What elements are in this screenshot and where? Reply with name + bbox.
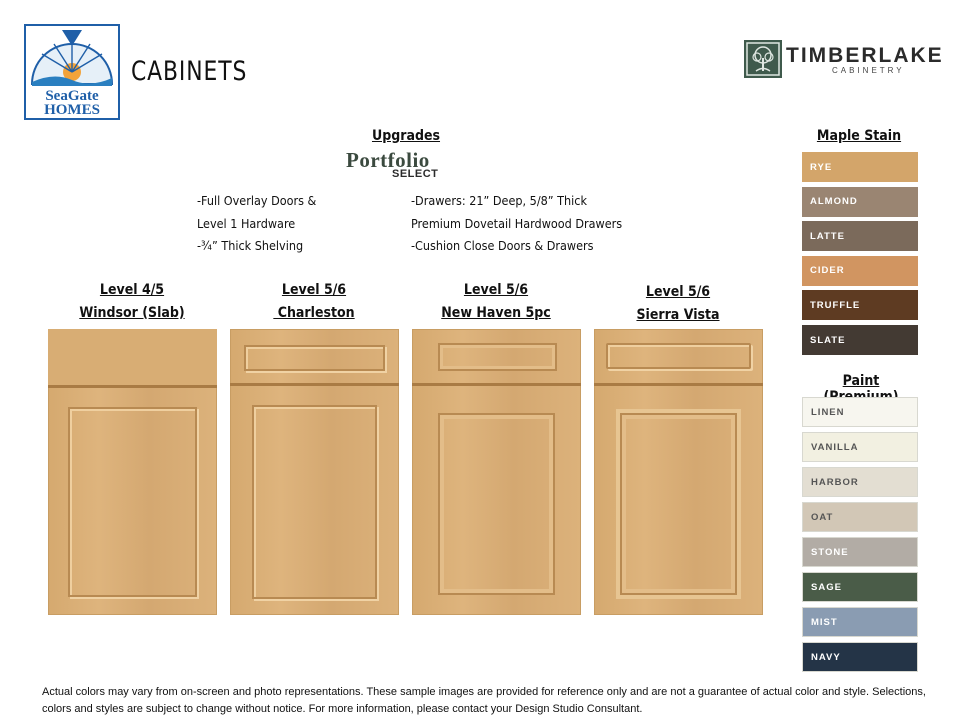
features-left [197,190,316,258]
door-label-new-haven [426,279,566,325]
swatch-label: ALMOND [810,196,858,208]
door-label-windsor [62,279,202,325]
door-panel [68,407,197,597]
maple-stain-heading: Maple Stain [816,128,902,144]
door-level: Level 4/5 [99,282,165,298]
logo-text-line2: HOMES [44,102,100,118]
swatch-label: LINEN [811,406,845,418]
door-label-charleston [244,279,384,325]
swatch-label: LATTE [810,230,845,242]
portfolio-logo-name: Portfolio [346,148,430,172]
swatch-label: OAT [811,511,834,523]
door-panel [620,413,737,595]
door-image-new-haven [412,329,581,615]
door-label-sierra-vista [608,281,748,327]
stain-swatch-slate [802,325,918,355]
page-title: CABINETS [131,56,248,87]
door-image-charleston [230,329,399,615]
swatch-label: TRUFFLE [810,299,861,311]
disclaimer-text: Actual colors may vary from on-screen and photo representations. These sample images are provided for reference only and are not a guarantee of actual color and style. Selections, colors and styles are subject to change without notice. For more information, please contact your Design Studio Consultant. [42,686,926,715]
partner-logo-subtitle: CABINETRY [832,66,905,75]
door-name: New Haven 5pc [441,305,551,321]
paint-swatch-vanilla [802,432,918,462]
seagate-homes-logo [24,24,120,120]
swatch-label: CIDER [810,265,845,277]
drawer-panel [438,343,557,371]
feature-item: -Full Overlay Doors & [197,193,317,208]
door-panel [438,413,555,595]
portfolio-logo-sub: SELECT [392,168,439,180]
feature-item: Premium Dovetail Hardwood Drawers [411,215,623,231]
paint-swatch-oat [802,502,918,532]
drawer-front [48,329,217,388]
door-level: Level 5/6 [463,282,529,298]
paint-swatch-sage [802,572,918,602]
drawer-panel [244,345,385,371]
feature-item: -¾” Thick Shelving [197,238,304,253]
stain-swatch-rye [802,152,918,182]
door-image-sierra-vista [594,329,763,615]
stain-swatch-cider [802,256,918,286]
swatch-label: STONE [811,546,849,558]
swatch-label: SAGE [811,581,842,593]
logo-text-line1: SeaGate [45,88,99,104]
swatch-label: HARBOR [811,476,859,488]
door-name: Windsor (Slab) [79,305,185,321]
door-name: Charleston [273,305,355,321]
feature-item: Level 1 Hardware [197,215,296,231]
stain-swatch-latte [802,221,918,251]
swatch-label: MIST [811,616,838,628]
upgrades-heading: Upgrades [371,128,441,144]
feature-item: -Cushion Close Doors & Drawers [411,238,594,253]
door-image-windsor [48,329,217,615]
paint-heading: Paint [842,373,880,389]
tree-icon [744,40,782,78]
swatch-label: VANILLA [811,441,859,453]
stain-swatch-truffle [802,290,918,320]
door-name: Sierra Vista [636,307,720,323]
drawer-panel [606,343,751,369]
door-panel [252,405,377,599]
swatch-label: NAVY [811,651,841,663]
paint-swatch-harbor [802,467,918,497]
door-level: Level 5/6 [281,282,347,298]
features-right [411,190,622,258]
swatch-label: SLATE [810,334,846,346]
partner-logo-name: TIMBERLAKE [786,44,944,67]
paint-swatch-mist [802,607,918,637]
feature-item: -Drawers: 21” Deep, 5/8” Thick [411,193,587,208]
swatch-label: RYE [810,161,833,173]
paint-swatch-navy [802,642,918,672]
stain-swatch-almond [802,187,918,217]
door-level: Level 5/6 [645,284,711,300]
paint-swatch-linen [802,397,918,427]
paint-swatch-stone [802,537,918,567]
